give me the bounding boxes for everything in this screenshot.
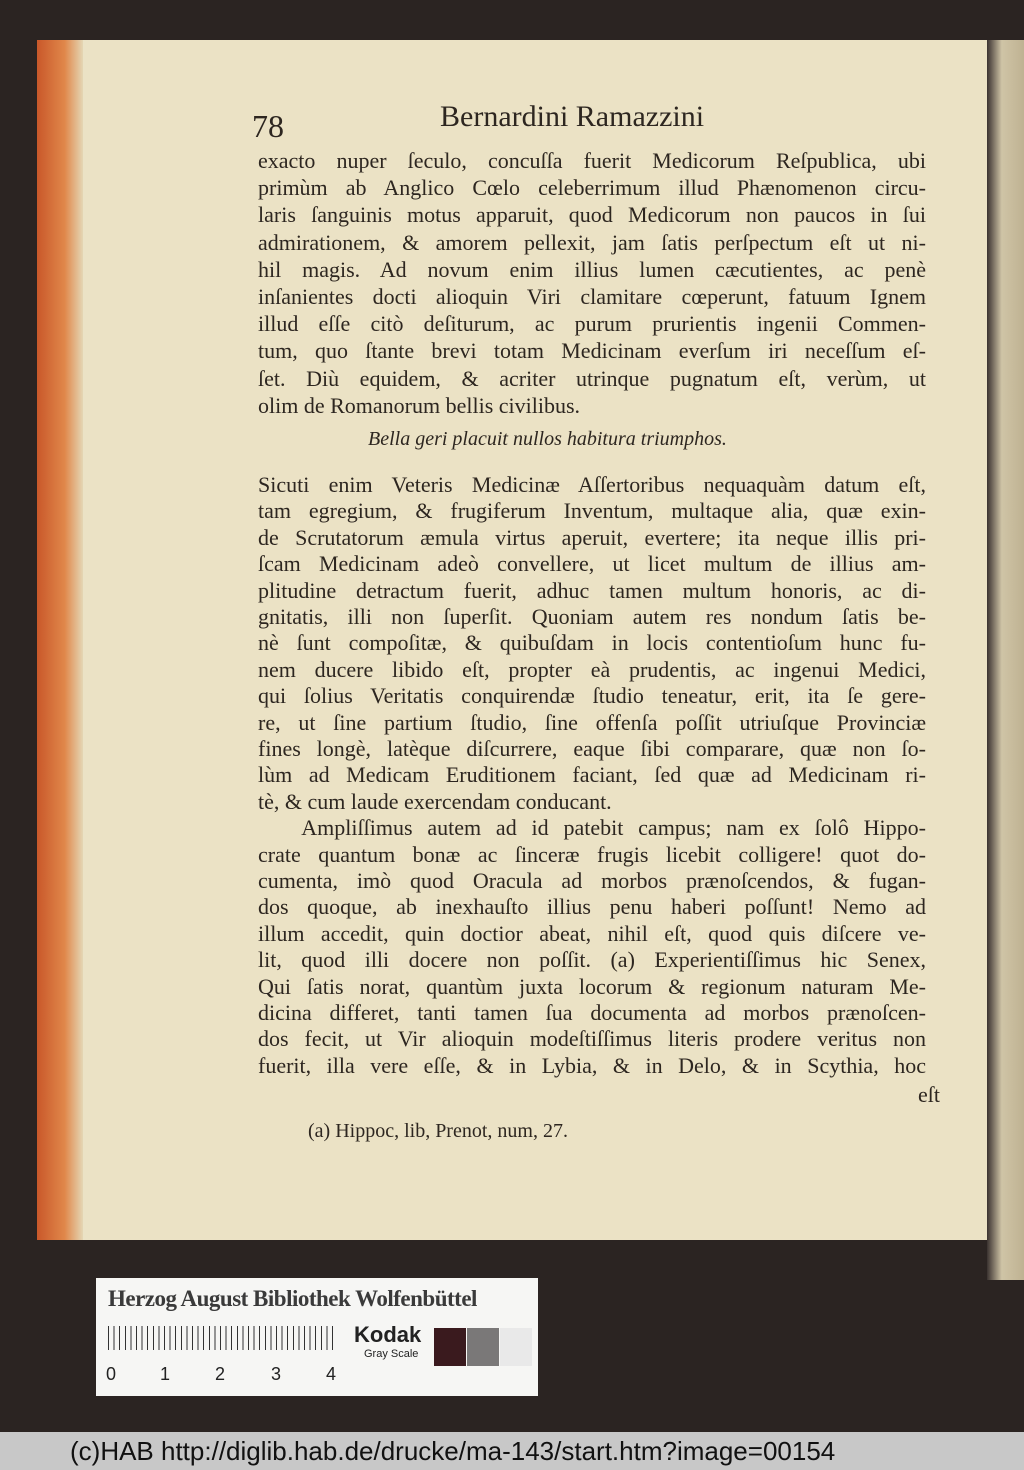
running-head: Bernardini Ramazzini [440, 100, 705, 133]
text-line: dos fecit, ut Vir alioquin modeſtiſſimus literis prodere veritus non [258, 1026, 926, 1052]
verse-quote: Bella geri placuit nullos habitura triumphos. [368, 428, 727, 450]
gray-swatch-dark [434, 1328, 466, 1366]
text-line: qui ſolius Veritatis conquirendæ ſtudio teneatur, erit, ita ſe gere- [258, 683, 926, 709]
text-line: nem ducere libido eſt, propter eà prudentis, ac ingenui Medici, [258, 656, 926, 682]
text-line: tè, & cum laude exercendam conducant. [258, 788, 612, 814]
text-line: gnitatis, illi non ſuperſit. Quoniam autem res nondum ſatis be- [258, 604, 926, 629]
copyright-footer [0, 1432, 1024, 1470]
text-line: exacto nuper ſeculo, concuſſa fuerit Medicorum Reſpublica, ubi [258, 148, 926, 173]
ruler-label: 0 [106, 1364, 117, 1384]
ruler-label: 1 [160, 1364, 171, 1384]
text-line: illud eſſe citò deſiturum, ac purum prurientis ingenii Commen- [258, 311, 926, 337]
gray-swatch-light [500, 1328, 532, 1366]
text-line: primùm ab Anglico Cœlo celeberrimum illud Phænomenon circu- [258, 175, 926, 201]
next-page-edge [987, 40, 1024, 1280]
ruler-scale [108, 1326, 336, 1350]
text-line: cumenta, imò quod Oracula ad morbos prænoſcendos, & fugan- [258, 868, 926, 893]
text-line: re, ut ſine partium ſtudio, ſine offenſa poſſit utriuſque Provinciæ [258, 709, 926, 735]
text-line: laris ſanguinis motus apparuit, quod Medicorum non paucos in ſui [258, 202, 926, 228]
text-line: dicina differet, tanti tamen ſua documenta ad morbos prænoſcen- [258, 1000, 926, 1025]
text-line: fuerit, illa vere eſſe, & in Lybia, & in Delo, & in Scythia, hoc [258, 1052, 926, 1078]
text-line: hil magis. Ad novum enim illius lumen cæcutientes, ac penè [258, 256, 926, 282]
page-number: 78 [252, 108, 284, 144]
gray-scale-label: Gray Scale [364, 1348, 419, 1360]
text-line: de Scrutatorum æmula virtus aperuit, evertere; ita neque illis pri- [258, 524, 926, 550]
text-line: Sicuti enim Veteris Medicinæ Aſſertoribus nequaquàm datum eſt, [258, 472, 926, 497]
text-line: plitudine detractum fuerit, adhuc tamen multum honoris, ac di- [258, 577, 926, 603]
page-edge [37, 40, 83, 1240]
footnote: (a) Hippoc, lib, Prenot, num, 27. [308, 1120, 568, 1142]
text-line: illum accedit, quin doctior abeat, nihil eſt, quod quis diſcere ve- [258, 920, 926, 946]
color-calibration-card [96, 1278, 538, 1396]
text-line: ſet. Diù equidem, & acriter utrinque pugnatum eſt, verùm, ut [258, 365, 926, 391]
text-line: crate quantum bonæ ac ſinceræ frugis licebit colligere! quot do- [258, 841, 926, 867]
library-name: Herzog August Bibliothek Wolfenbüttel [108, 1286, 477, 1311]
text-line: ſcam Medicinam adeò convellere, ut licet multum de illius am- [258, 551, 926, 577]
text-line: Ampliſſimus autem ad id patebit campus; nam ex ſolô Hippo- [258, 815, 926, 841]
text-line: lùm ad Medicam Eruditionem faciant, ſed quæ ad Medicinam ri- [258, 762, 926, 788]
text-line: dos quoque, ab inexhauſto illius penu haberi poſſunt! Nemo ad [258, 894, 926, 920]
gray-swatch-mid [467, 1328, 499, 1366]
text-line: olim de Romanorum bellis civilibus. [258, 392, 581, 418]
text-line: tam egregium, & frugiferum Inventum, multaque alia, quæ exin- [258, 498, 926, 524]
text-line: tum, quo ſtante brevi totam Medicinam everſum iri neceſſum eſ- [258, 338, 926, 364]
ruler-label: 2 [215, 1364, 226, 1384]
ruler-label: 4 [326, 1364, 337, 1384]
text-line: fines longè, latèque diſcurrere, eaque ſibi comparare, quæ non ſo- [258, 736, 926, 761]
text-line: lit, quod illi docere non poſſit. (a) Experientiſſimus hic Senex, [258, 947, 926, 973]
text-line: nè ſunt compoſitæ, & quibuſdam in locis contentioſum hunc fu- [258, 630, 926, 656]
copyright-url: (c)HAB http://diglib.hab.de/drucke/ma-143/start.htm?image=00154 [70, 1436, 836, 1466]
text-line: admirationem, & amorem pellexit, jam ſatis perſpectum eſt ut ni- [258, 229, 926, 255]
text-line: Qui ſatis norat, quantùm juxta locorum & regionum naturam Me- [258, 973, 926, 999]
text-line: inſanientes docti alioquin Viri clamitare cœperunt, fatuum Ignem [258, 284, 926, 309]
ruler-label: 3 [271, 1364, 282, 1384]
kodak-logo: Kodak [354, 1322, 422, 1347]
catchword: eſt [918, 1082, 940, 1107]
